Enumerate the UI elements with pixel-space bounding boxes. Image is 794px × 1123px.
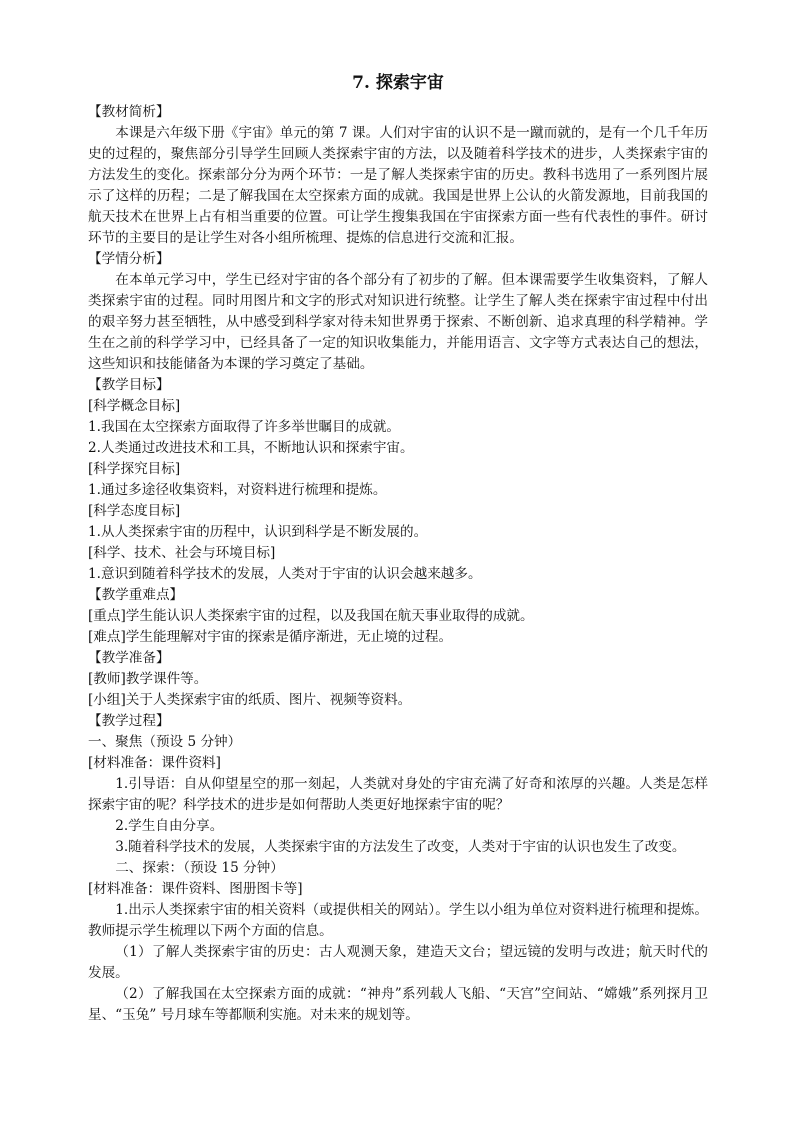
paragraph: [科学概念目标] [88, 398, 181, 414]
paragraph: 在本单元学习中，学生已经对宇宙的各个部分有了初步的了解。但本课需要学生收集资料，了解人类探索宇宙的过程。同时用图片和文字的形式对知识进行统整。让学生了解人类在探索宇宙过程中付出的艰辛努力甚至牺牲，从中感受到科学家对待未知世界勇于探索、不断创新、追求真理的科学精神。学生在之前的科学学习中，已经具备了一定的知识收集能力，并能用语言、文字等方式表达自己的想法，这些知识和技能储备为本课的学习奠定了基础。 [88, 272, 708, 372]
paragraph: （2）了解我国在太空探索方面的成就：“神舟”系列载人飞船、“天宫”空间站、“嫦娥”系列探月卫星、“玉兔” 号月球车等都顺利实施。对未来的规划等。 [88, 986, 708, 1023]
paragraph: [教师]教学课件等。 [88, 671, 208, 687]
section-heading: 【教学目标】 [88, 377, 170, 393]
paragraph: 1.我国在太空探索方面取得了许多举世瞩目的成就。 [88, 419, 401, 435]
paragraph: [科学探究目标] [88, 461, 181, 477]
paragraph: 二、探索：（预设 15 分钟） [115, 860, 284, 876]
paragraph: 2.学生自由分享。 [115, 818, 224, 834]
section-heading: 【教材简析】 [88, 104, 170, 120]
section-heading: 【教学重难点】 [88, 587, 184, 603]
section-heading: 【教学准备】 [88, 650, 170, 666]
paragraph: 2.人类通过改进技术和工具，不断地认识和探索宇宙。 [88, 440, 414, 456]
document-page [88, 70, 708, 1026]
paragraph: 1.意识到随着科学技术的发展，人类对于宇宙的认识会越来越多。 [88, 566, 482, 582]
paragraph: [小组]关于人类探索宇宙的纸质、图片、视频等资料。 [88, 692, 412, 708]
document-body [88, 102, 708, 1026]
paragraph: [材料准备：课件资料] [88, 755, 221, 771]
paragraph: （1）了解人类探索宇宙的历史：古人观测天象，建造天文台；望远镜的发明与改进；航天时代的发展。 [88, 944, 708, 981]
paragraph: [科学、技术、社会与环境目标] [88, 545, 276, 561]
paragraph: 1.从人类探索宇宙的历程中，认识到科学是不断发展的。 [88, 524, 428, 540]
paragraph: 3.随着科学技术的发展，人类探索宇宙的方法发生了改变，人类对于宇宙的认识也发生了改变。 [115, 839, 686, 855]
paragraph: 1.出示人类探索宇宙的相关资料（或提供相关的网站）。学生以小组为单位对资料进行梳理和提炼。教师提示学生梳理以下两个方面的信息。 [88, 902, 708, 939]
paragraph: 1.引导语：自从仰望星空的那一刻起，人类就对身处的宇宙充满了好奇和浓厚的兴趣。人类是怎样探索宇宙的呢？科学技术的进步是如何帮助人类更好地探索宇宙的呢？ [88, 776, 708, 813]
paragraph: [科学态度目标] [88, 503, 181, 519]
paragraph: 一、聚焦（预设 5 分钟） [88, 734, 242, 750]
paragraph: 本课是六年级下册《宇宙》单元的第 7 课。人们对宇宙的认识不是一蹴而就的，是有一个几千年历史的过程的，聚焦部分引导学生回顾人类探索宇宙的方法，以及随着科学技术的进步，人类探索宇宙的方法发生的变化。探索部分分为两个环节：一是了解人类探索宇宙的历史。教科书选用了一系列图片展示了这样的历程；二是了解我国在太空探索方面的成就。我国是世界上公认的火箭发源地，目前我国的航天技术在世界上占有相当重要的位置。可让学生搜集我国在宇宙探索方面一些有代表性的事件。研讨环节的主要目的是让学生对各小组所梳理、提炼的信息进行交流和汇报。 [88, 125, 708, 246]
paragraph: [难点]学生能理解对宇宙的探索是循序渐进，无止境的过程。 [88, 629, 453, 645]
section-heading: 【学情分析】 [88, 251, 170, 267]
paragraph: 1.通过多途径收集资料，对资料进行梳理和提炼。 [88, 482, 387, 498]
paragraph: [重点]学生能认识人类探索宇宙的过程，以及我国在航天事业取得的成就。 [88, 608, 534, 624]
paragraph: [材料准备：课件资料、图册图卡等] [88, 881, 303, 897]
section-heading: 【教学过程】 [88, 713, 170, 729]
page-title: 7. 探索宇宙 [352, 73, 444, 93]
